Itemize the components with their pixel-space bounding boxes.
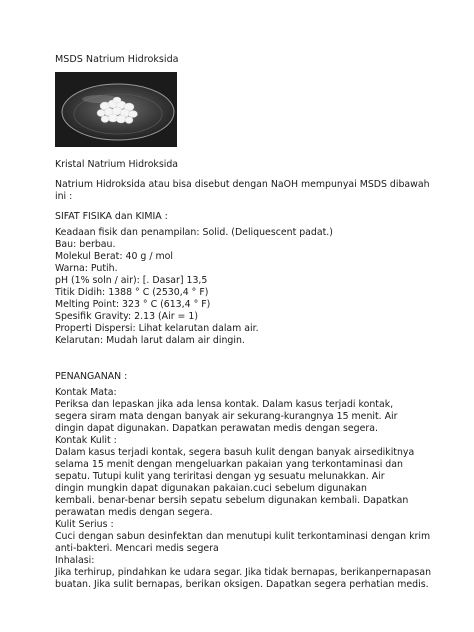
intro-text-line-2: ini : — [55, 191, 73, 202]
property-solubility: Kelarutan: Mudah larut dalam air dingin. — [55, 335, 245, 346]
document-title: MSDS Natrium Hidroksida — [55, 54, 179, 65]
inhalation-text-1: Jika terhirup, pindahkan ke udara segar. Jika tidak bernapas, berikanpernapasan — [55, 567, 432, 578]
skin-contact-text-1: Dalam kasus terjadi kontak, segera basuh kulit dengan banyak airsedikitnya — [55, 447, 415, 458]
property-physical-state: Keadaan fisik dan penampilan: Solid. (Deliquescent padat.) — [55, 227, 333, 238]
subheading-eye-contact: Kontak Mata: — [55, 387, 117, 398]
subheading-serious-skin: Kulit Serius : — [55, 519, 114, 530]
serious-skin-text-1: Cuci dengan sabun desinfektan dan menutupi kulit terkontaminasi dengan krim — [55, 531, 431, 542]
skin-contact-text-5: kembali. benar-benar bersih sepatu sebelum digunakan kembali. Dapatkan — [55, 495, 409, 506]
skin-contact-text-2: selama 15 menit dengan mengeluarkan pakaian yang terkontaminasi dan — [55, 459, 403, 470]
property-specific-gravity: Spesifik Gravity: 2.13 (Air = 1) — [55, 311, 198, 322]
skin-contact-text-3: sepatu. Tutupi kulit yang teriritasi dengan yg sesuatu melunakkan. Air — [55, 471, 385, 482]
section-heading-handling: PENANGANAN : — [55, 371, 128, 382]
section-heading-properties: SIFAT FISIKA dan KIMIA : — [55, 211, 168, 222]
property-odor: Bau: berbau. — [55, 239, 116, 250]
subheading-skin-contact: Kontak Kulit : — [55, 435, 117, 446]
photo-caption: Kristal Natrium Hidroksida — [55, 159, 179, 170]
subheading-inhalation: Inhalasi: — [55, 555, 95, 566]
eye-contact-text-3: dingin dapat digunakan. Dapatkan perawatan medis dengan segera. — [55, 423, 378, 434]
skin-contact-text-4: dingin mungkin dapat digunakan pakaian.cuci sebelum digunakan — [55, 483, 367, 494]
eye-contact-text-1: Periksa dan lepaskan jika ada lensa kontak. Dalam kasus terjadi kontak, — [55, 399, 394, 410]
property-boiling-point: Titik Didih: 1388 ° C (2530,4 ° F) — [55, 287, 209, 298]
property-melting-point: Melting Point: 323 ° C (613,4 ° F) — [55, 299, 211, 310]
sodium-hydroxide-crystals-photo — [55, 72, 177, 147]
inhalation-text-2: buatan. Jika sulit bernapas, berikan oksigen. Dapatkan segera perhatian medis. — [55, 579, 429, 590]
property-molecular-weight: Molekul Berat: 40 g / mol — [55, 251, 173, 262]
eye-contact-text-2: segera siram mata dengan banyak air sekurang-kurangnya 15 menit. Air — [55, 411, 398, 422]
property-dispersion: Properti Dispersi: Lihat kelarutan dalam air. — [55, 323, 259, 334]
intro-text-line-1: Natrium Hidroksida atau bisa disebut dengan NaOH mempunyai MSDS dibawah — [55, 179, 430, 190]
serious-skin-text-2: anti-bakteri. Mencari medis segera — [55, 543, 219, 554]
skin-contact-text-6: perawatan medis dengan segera. — [55, 507, 213, 518]
crystals-in-dish-image — [55, 72, 177, 147]
property-color: Warna: Putih. — [55, 263, 118, 274]
property-ph: pH (1% soln / air): [. Dasar] 13,5 — [55, 275, 208, 286]
